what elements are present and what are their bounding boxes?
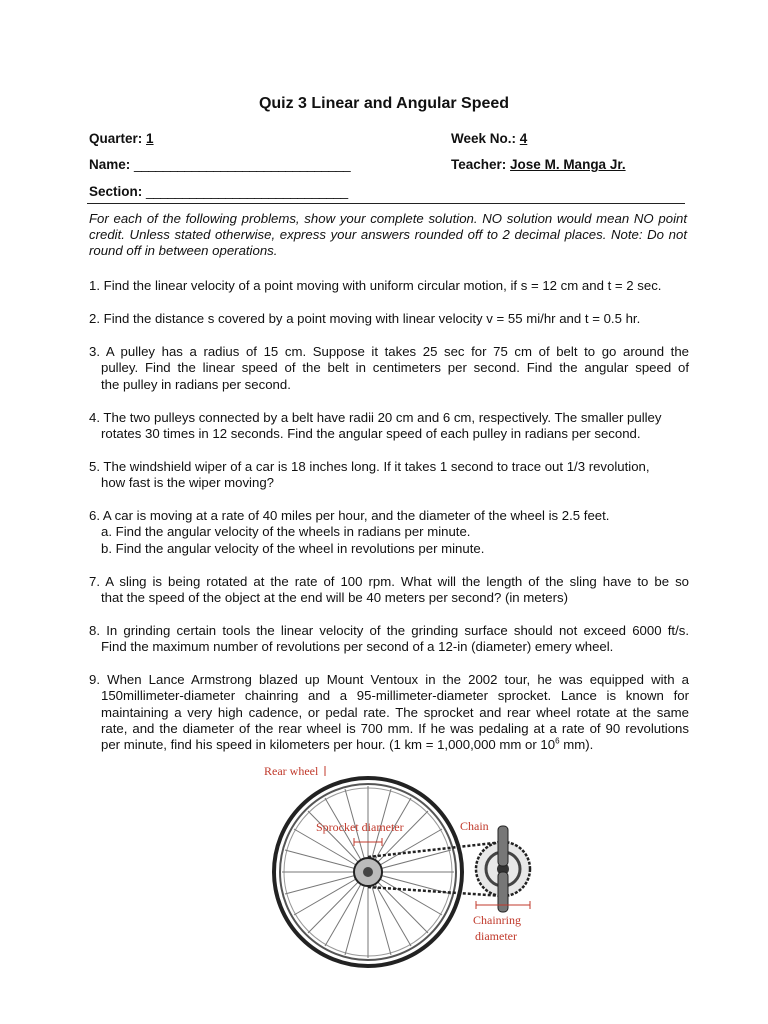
sprocket-diameter-label: Sprocket diameter xyxy=(316,820,404,834)
question-6 xyxy=(89,508,689,557)
instructions: For each of the following problems, show your complete solution. NO solution would mean NO point credit. Unless stated otherwise, express your answers rounded off to 2 decimal places. Note: Do not round off in between operations. xyxy=(89,211,687,259)
week-field xyxy=(451,131,527,146)
question-line: a. Find the angular velocity of the wheels in radians per minute. xyxy=(101,524,471,540)
question-5 xyxy=(89,459,689,492)
question-line: b. Find the angular velocity of the wheel in revolutions per minute. xyxy=(101,540,485,556)
question-line: 3. A pulley has a radius of 15 cm. Suppose it takes 25 sec for 75 cm of belt to go around the xyxy=(89,344,689,359)
question-line: the pulley in radians per second. xyxy=(101,376,291,392)
teacher-field xyxy=(451,157,626,172)
question-line: 9. When Lance Armstrong blazed up Mount Ventoux in the 2002 tour, he was equipped with a xyxy=(89,672,689,687)
question-line: maintaining a very high cadence, or pedal rate. The sprocket and rear wheel rotate at the same xyxy=(101,704,689,720)
question-line: that the speed of the object at the end will be 40 meters per second? (in meters) xyxy=(101,590,568,606)
quarter-value: 1 xyxy=(146,131,154,146)
quarter-field xyxy=(89,131,154,146)
bicycle-wheel-diagram xyxy=(258,760,548,1022)
question-line xyxy=(89,737,689,753)
question-line: 6. A car is moving at a rate of 40 miles per hour, and the diameter of the wheel is 2.5 feet. xyxy=(89,508,610,523)
question-line: 8. In grinding certain tools the linear velocity of the grinding surface should not exceed 6000 ft/s. xyxy=(89,623,689,638)
quiz-title: Quiz 3 Linear and Angular Speed xyxy=(258,95,510,112)
question-line: 4. The two pulleys connected by a belt have radii 20 cm and 6 cm, respectively. The smaller pulley xyxy=(89,410,662,425)
quarter-label: Quarter: xyxy=(89,131,143,146)
question-line: rotates 30 times in 12 seconds. Find the angular speed of each pulley in radians per second. xyxy=(101,426,641,442)
teacher-value: Jose M. Manga Jr. xyxy=(510,157,626,172)
section-label: Section: xyxy=(89,184,143,199)
question-text: mm). xyxy=(559,737,594,753)
rear-wheel-label: Rear wheel xyxy=(264,764,319,778)
week-label: Week No.: xyxy=(451,131,517,146)
question-line: rate, and the diameter of the rear wheel is 700 mm. If he was pedaling at a rate of 90 revolutions xyxy=(101,720,689,736)
chain-label: Chain xyxy=(460,819,489,833)
question-1 xyxy=(89,278,689,294)
question-8 xyxy=(89,623,689,656)
chainring-label: Chainring xyxy=(473,913,521,927)
name-blank: ______________________________ xyxy=(134,157,351,172)
question-3 xyxy=(89,344,689,393)
exponent: 6 xyxy=(555,736,560,746)
question-line: 7. A sling is being rotated at the rate of 100 rpm. What will the length of the sling have to be so xyxy=(89,574,689,589)
question-line: Find the maximum number of revolutions per second of a 12-in (diameter) emery wheel. xyxy=(101,639,614,655)
question-line: 2. Find the distance s covered by a point moving with linear velocity v = 55 mi/hr and t = 0.5 hr. xyxy=(89,311,641,326)
question-text: per minute, find his speed in kilometers per hour. (1 km = 1,000,000 mm or 10 xyxy=(101,737,556,753)
question-9 xyxy=(89,672,689,753)
name-field xyxy=(89,157,350,172)
question-line: pulley. Find the linear speed of the belt in centimeters per second. Find the angular speed of xyxy=(101,360,689,376)
header-divider xyxy=(87,203,685,204)
question-4 xyxy=(89,410,689,443)
week-value: 4 xyxy=(519,131,528,146)
chainring-diameter-label: diameter xyxy=(475,929,517,943)
question-7 xyxy=(89,574,689,607)
section-blank: ____________________________ xyxy=(146,184,348,199)
question-line: 150millimeter-diameter chainring and a 95-millimeter-diameter sprocket. Lance is known for xyxy=(101,688,689,704)
name-label: Name: xyxy=(89,157,131,172)
section-field xyxy=(89,184,348,199)
question-2 xyxy=(89,311,689,327)
question-line: 1. Find the linear velocity of a point moving with uniform circular motion, if s = 12 cm and t = 2 sec. xyxy=(89,278,662,293)
sprocket xyxy=(354,858,382,886)
teacher-label: Teacher: xyxy=(451,157,507,172)
question-line: how fast is the wiper moving? xyxy=(101,475,274,491)
question-line: 5. The windshield wiper of a car is 18 inches long. If it takes 1 second to trace out 1/3 revolution, xyxy=(89,459,650,474)
chainring xyxy=(476,826,530,912)
